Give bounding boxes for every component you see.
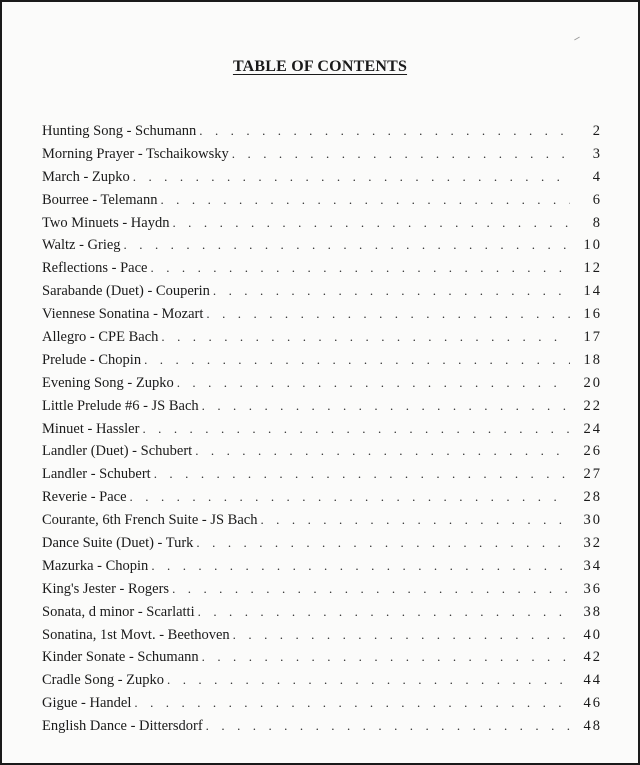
toc-page-number: 48 <box>583 718 602 735</box>
toc-page-number: 17 <box>583 329 602 346</box>
toc-page-number: 20 <box>583 374 602 391</box>
dot-leader <box>144 352 570 368</box>
toc-entry-title: March - Zupko <box>42 168 130 185</box>
toc-entry-title: Courante, 6th French Suite - JS Bach <box>42 512 258 529</box>
toc-entry <box>42 123 602 146</box>
toc-entry-title: Reverie - Pace <box>42 489 127 506</box>
toc-entry-title: Dance Suite (Duet) - Turk <box>42 535 194 552</box>
dot-leader <box>202 649 570 665</box>
toc-entry-title: Prelude - Chopin <box>42 351 142 368</box>
dot-leader <box>260 512 570 528</box>
dot-leader <box>154 466 570 482</box>
toc-entry-title: Cradle Song - Zupko <box>42 672 165 689</box>
toc-page-number: 46 <box>583 695 602 712</box>
page-title <box>2 58 638 76</box>
toc-page-number: 40 <box>583 626 602 643</box>
toc-entry-title: King's Jester - Rogers <box>42 580 170 597</box>
toc-entry-title: Hunting Song - Schumann <box>42 123 197 139</box>
dot-leader <box>206 306 570 322</box>
toc-entry <box>42 329 602 352</box>
toc-page-number: 42 <box>583 649 602 666</box>
toc-entry <box>42 558 602 581</box>
toc-entry <box>42 489 602 512</box>
toc-entry <box>42 718 602 741</box>
toc-page-number: 3 <box>592 145 602 162</box>
toc-page-number: 32 <box>583 535 602 552</box>
toc-entry <box>42 466 602 489</box>
toc-page-number: 38 <box>583 603 602 620</box>
toc-entry-title: Evening Song - Zupko <box>42 374 174 391</box>
toc-entry <box>42 260 602 283</box>
dot-leader <box>196 535 570 551</box>
toc-entry-title: Bourree - Telemann <box>42 191 158 208</box>
toc-entry <box>42 352 602 375</box>
toc-page-number: 18 <box>583 351 602 368</box>
dot-leader <box>167 672 570 688</box>
dot-leader <box>172 581 570 597</box>
toc-entry <box>42 169 602 192</box>
page-title-text: TABLE OF CONTENTS <box>232 58 408 75</box>
dot-leader <box>206 718 570 734</box>
toc-entry <box>42 306 602 329</box>
toc-entry <box>42 375 602 398</box>
dot-leader <box>195 443 570 459</box>
dot-leader <box>130 489 570 505</box>
dot-leader <box>198 604 570 620</box>
toc-entry-title: Allegro - CPE Bach <box>42 329 159 346</box>
dot-leader <box>133 169 570 185</box>
toc-entry-title: Sonata, d minor - Scarlatti <box>42 603 195 620</box>
toc-entry <box>42 421 602 444</box>
toc-entry <box>42 283 602 306</box>
toc-page-number: 22 <box>583 397 602 414</box>
toc-page-number: 24 <box>583 420 602 437</box>
toc-entry-title: Two Minuets - Haydn <box>42 214 170 231</box>
toc-entry-title: Morning Prayer - Tschaikowsky <box>42 145 229 162</box>
dot-leader <box>233 627 570 643</box>
dot-leader <box>161 329 570 345</box>
dot-leader <box>199 123 570 139</box>
toc-entry <box>42 443 602 466</box>
table-of-contents <box>42 123 602 741</box>
dot-leader <box>142 421 570 437</box>
toc-entry <box>42 237 602 260</box>
toc-page-number: 14 <box>583 283 602 300</box>
toc-entry-title: Landler (Duet) - Schubert <box>42 443 193 460</box>
toc-entry-title: Waltz - Grieg <box>42 237 121 254</box>
dot-leader <box>151 558 570 574</box>
toc-entry <box>42 192 602 215</box>
toc-page-number: 30 <box>583 512 602 529</box>
toc-entry-title: Sonatina, 1st Movt. - Beethoven <box>42 626 230 643</box>
toc-entry <box>42 512 602 535</box>
dot-leader <box>177 375 570 391</box>
dot-leader <box>151 260 571 276</box>
toc-page-number: 27 <box>583 466 602 483</box>
toc-entry-title: Viennese Sonatina - Mozart <box>42 306 204 323</box>
toc-entry-title: Kinder Sonate - Schumann <box>42 649 199 666</box>
toc-page-number: 6 <box>592 191 602 208</box>
toc-entry-title: Landler - Schubert <box>42 466 151 483</box>
toc-entry <box>42 649 602 672</box>
scan-mark <box>574 37 580 41</box>
toc-page-number: 12 <box>583 260 602 277</box>
toc-entry <box>42 627 602 650</box>
dot-leader <box>232 146 570 162</box>
toc-entry <box>42 398 602 421</box>
toc-entry <box>42 215 602 238</box>
toc-entry <box>42 581 602 604</box>
toc-entry-title: Little Prelude #6 - JS Bach <box>42 397 199 414</box>
toc-entry <box>42 535 602 558</box>
dot-leader <box>134 695 570 711</box>
toc-page-number: 4 <box>592 168 602 185</box>
toc-entry-title: English Dance - Dittersdorf <box>42 718 203 735</box>
toc-page-number: 8 <box>592 214 602 231</box>
toc-entry-title: Sarabande (Duet) - Couperin <box>42 283 210 300</box>
toc-entry <box>42 672 602 695</box>
toc-page-number: 26 <box>583 443 602 460</box>
toc-entry-title: Minuet - Hassler <box>42 420 140 437</box>
toc-page-number: 44 <box>583 672 602 689</box>
dot-leader <box>172 215 570 231</box>
toc-entry-title: Reflections - Pace <box>42 260 148 277</box>
toc-page-number: 34 <box>583 557 602 574</box>
toc-entry-title: Mazurka - Chopin <box>42 557 149 574</box>
toc-entry-title: Gigue - Handel <box>42 695 132 712</box>
dot-leader <box>202 398 570 414</box>
toc-page-number: 10 <box>583 237 602 254</box>
dot-leader <box>213 283 570 299</box>
toc-entry <box>42 146 602 169</box>
dot-leader <box>160 192 570 208</box>
toc-entry <box>42 695 602 718</box>
toc-page-number: 36 <box>583 580 602 597</box>
toc-entry <box>42 604 602 627</box>
dot-leader <box>124 237 570 253</box>
toc-page-number: 2 <box>592 123 602 139</box>
toc-page-number: 16 <box>583 306 602 323</box>
toc-page-number: 28 <box>583 489 602 506</box>
